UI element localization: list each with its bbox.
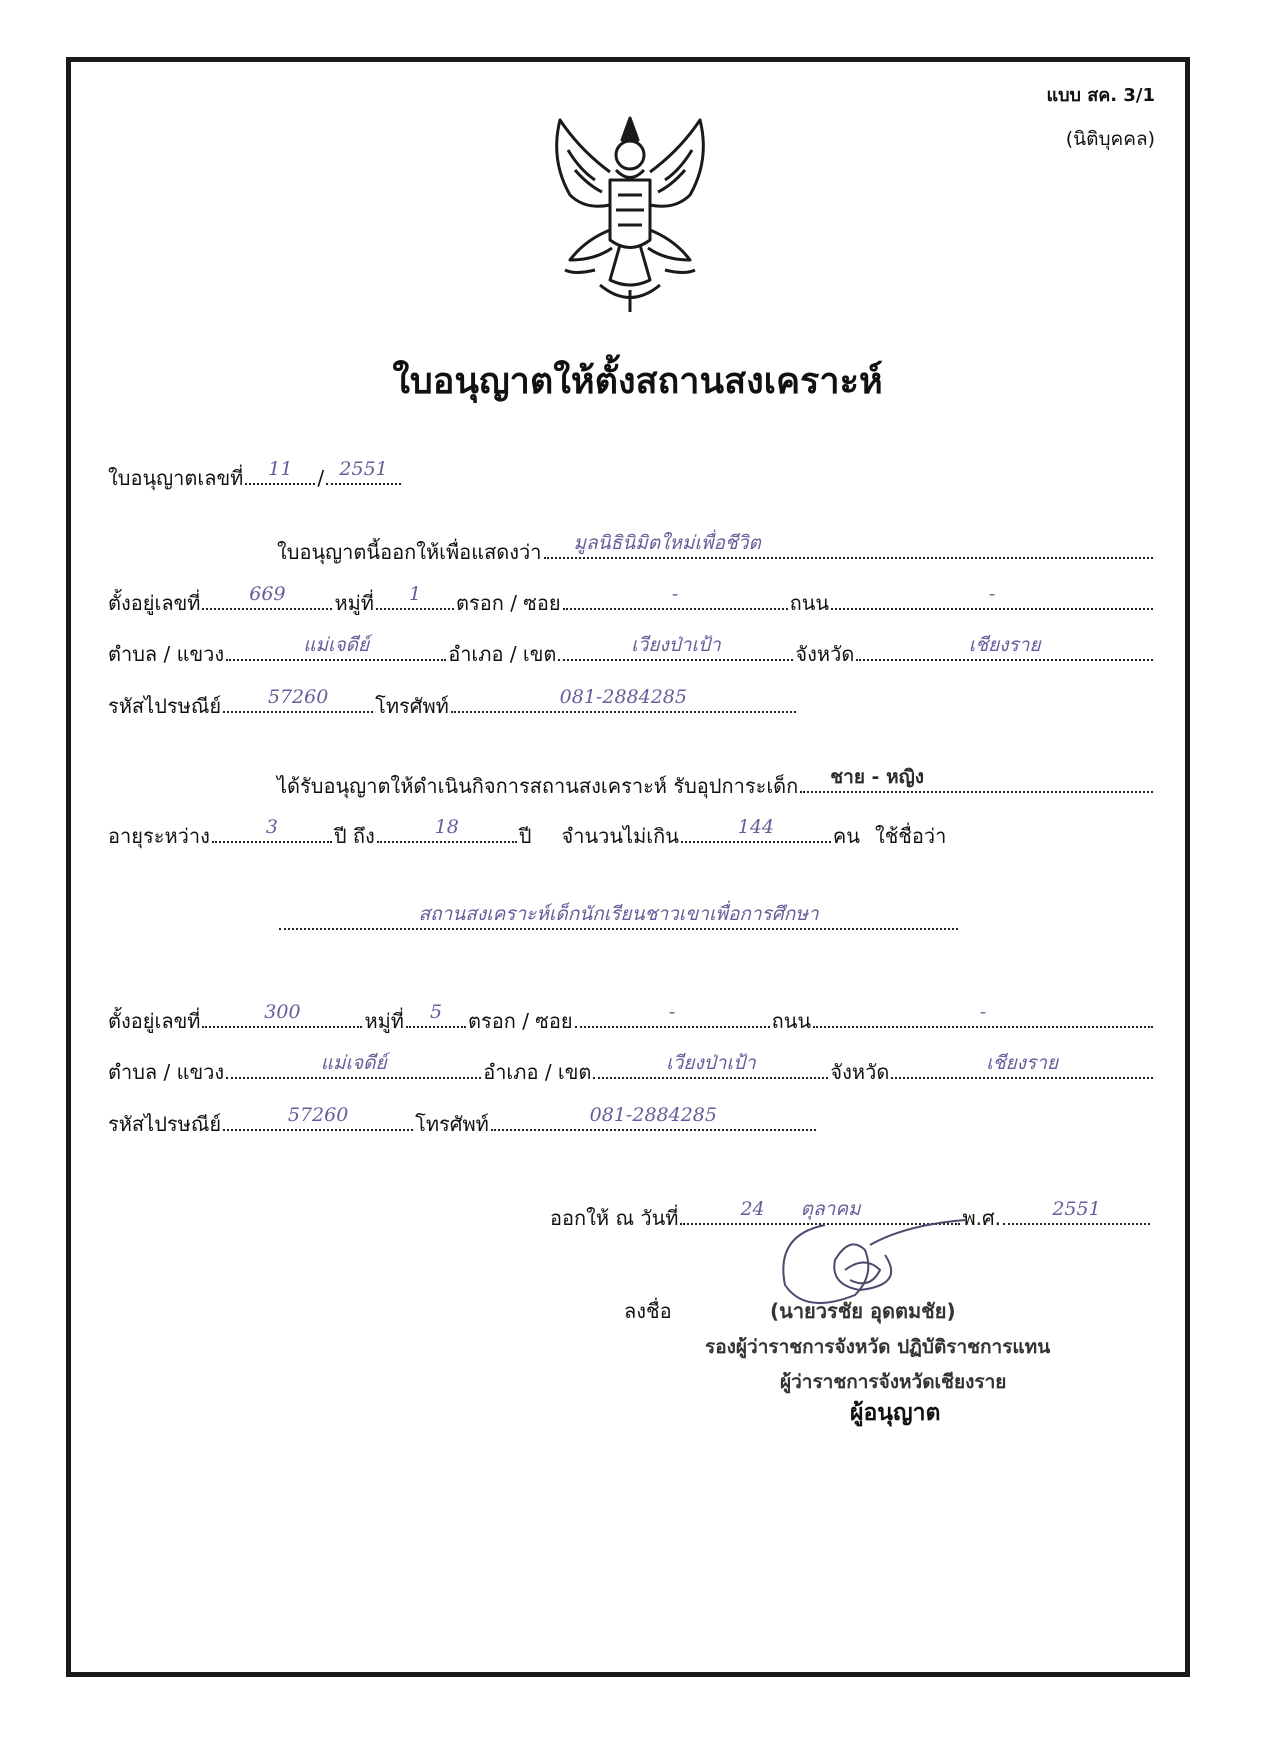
province-label: จังหวัด <box>795 642 855 666</box>
license-number-label: ใบอนุญาตเลขที่ <box>108 466 244 490</box>
amphoe-label: อำเภอ / เขต <box>448 642 557 666</box>
facility-phone-label: โทรศัพท์ <box>415 1112 489 1136</box>
holder-name-value: มูลนิธินิมิตใหม่เพื่อชีวิต <box>573 532 761 554</box>
limit-value: 144 <box>737 816 775 838</box>
postcode-value: 57260 <box>267 686 329 708</box>
license-number-value: 11 <box>268 458 293 480</box>
facility-soi-value: - <box>668 1001 676 1023</box>
province-value: เชียงราย <box>968 634 1041 656</box>
age-row <box>108 816 947 852</box>
age-to-value: 18 <box>434 816 459 838</box>
holder-address-row-1 <box>108 583 1155 619</box>
age-from-value: 3 <box>265 816 278 838</box>
facility-postcode-value: 57260 <box>287 1104 349 1126</box>
issue-date-label: ออกให้ ณ วันที่ <box>550 1206 679 1230</box>
issue-year-value: 2551 <box>1052 1198 1101 1220</box>
issue-year-label: พ.ศ. <box>962 1206 1002 1230</box>
signer-position-2: ผู้ว่าราชการจังหวัดเชียงราย <box>780 1371 1007 1393</box>
facility-tambon-label: ตำบล / แขวง <box>108 1060 225 1084</box>
signer-role: ผู้อนุญาต <box>850 1400 941 1426</box>
house-no-value: 669 <box>249 583 286 605</box>
persons-label: คน <box>832 824 860 848</box>
gender-value: ชาย - หญิง <box>830 766 925 788</box>
facility-address-row-2 <box>108 1052 1155 1088</box>
form-type: (นิติบุคคล) <box>1065 128 1155 150</box>
limit-label: จำนวนไม่เกิน <box>561 824 679 848</box>
document-title: ใบอนุญาตให้ตั้งสถานสงเคราะห์ <box>392 361 883 402</box>
moo-label: หมู่ที่ <box>334 591 374 615</box>
facility-phone-value: 081-2884285 <box>589 1104 717 1126</box>
sign-label: ลงชื่อ <box>624 1299 672 1323</box>
facility-province-label: จังหวัด <box>830 1060 890 1084</box>
facility-postcode-label: รหัสไปรษณีย์ <box>108 1112 222 1136</box>
age-label: อายุระหว่าง <box>108 824 210 848</box>
license-year-value: 2551 <box>339 458 388 480</box>
form-code: แบบ สค. 3/1 <box>1046 85 1155 106</box>
facility-house-no-value: 300 <box>264 1001 301 1023</box>
license-number-row <box>108 458 403 494</box>
permission-row <box>277 766 1155 802</box>
tambon-label: ตำบล / แขวง <box>108 642 225 666</box>
tambon-value: แม่เจดีย์ <box>303 634 370 656</box>
year-label: ปี <box>518 824 532 848</box>
facility-tambon-value: แม่เจดีย์ <box>320 1052 387 1074</box>
holder-address-row-3 <box>108 686 798 722</box>
issue-day-value: 24 <box>740 1198 765 1220</box>
facility-address-row-3 <box>108 1104 818 1140</box>
license-separator: / <box>317 466 325 490</box>
garuda-emblem-icon <box>540 110 720 315</box>
facility-name-row <box>277 903 960 930</box>
road-label: ถนน <box>789 591 830 615</box>
road-value: - <box>988 583 996 605</box>
facility-moo-value: 5 <box>429 1001 443 1023</box>
holder-row <box>277 532 1155 568</box>
issue-month-value: ตุลาคม <box>800 1198 861 1220</box>
soi-value: - <box>671 583 679 605</box>
facility-amphoe-label: อำเภอ / เขต <box>483 1060 592 1084</box>
phone-value: 081-2884285 <box>559 686 687 708</box>
year-to-label: ปี ถึง <box>333 824 375 848</box>
signer-position-1: รองผู้ว่าราชการจังหวัด ปฏิบัติราชการแทน <box>705 1336 1051 1358</box>
facility-road-value: - <box>979 1001 987 1023</box>
facility-amphoe-value: เวียงป่าเป้า <box>666 1052 756 1074</box>
facility-name-value: สถานสงเคราะห์เด็กนักเรียนชาวเขาเพื่อการศึกษา <box>418 903 819 925</box>
name-label: ใช้ชื่อว่า <box>874 824 947 848</box>
signer-name: (นายวรชัย อุดตมชัย) <box>770 1299 956 1323</box>
amphoe-value: เวียงป่าเป้า <box>631 634 721 656</box>
facility-house-no-label: ตั้งอยู่เลขที่ <box>108 1009 201 1033</box>
holder-intro-label: ใบอนุญาตนี้ออกให้เพื่อแสดงว่า <box>277 540 542 564</box>
house-no-label: ตั้งอยู่เลขที่ <box>108 591 201 615</box>
facility-moo-label: หมู่ที่ <box>364 1009 404 1033</box>
postcode-label: รหัสไปรษณีย์ <box>108 694 222 718</box>
facility-road-label: ถนน <box>771 1009 812 1033</box>
permission-intro-label: ได้รับอนุญาตให้ดำเนินกิจการสถานสงเคราะห์ รับอุปการะเด็ก <box>277 774 799 798</box>
holder-address-row-2 <box>108 634 1155 670</box>
facility-province-value: เชียงราย <box>986 1052 1059 1074</box>
facility-address-row-1 <box>108 1001 1155 1037</box>
moo-value: 1 <box>408 583 422 605</box>
soi-label: ตรอก / ซอย <box>456 591 561 615</box>
facility-soi-label: ตรอก / ซอย <box>468 1009 573 1033</box>
phone-label: โทรศัพท์ <box>375 694 449 718</box>
